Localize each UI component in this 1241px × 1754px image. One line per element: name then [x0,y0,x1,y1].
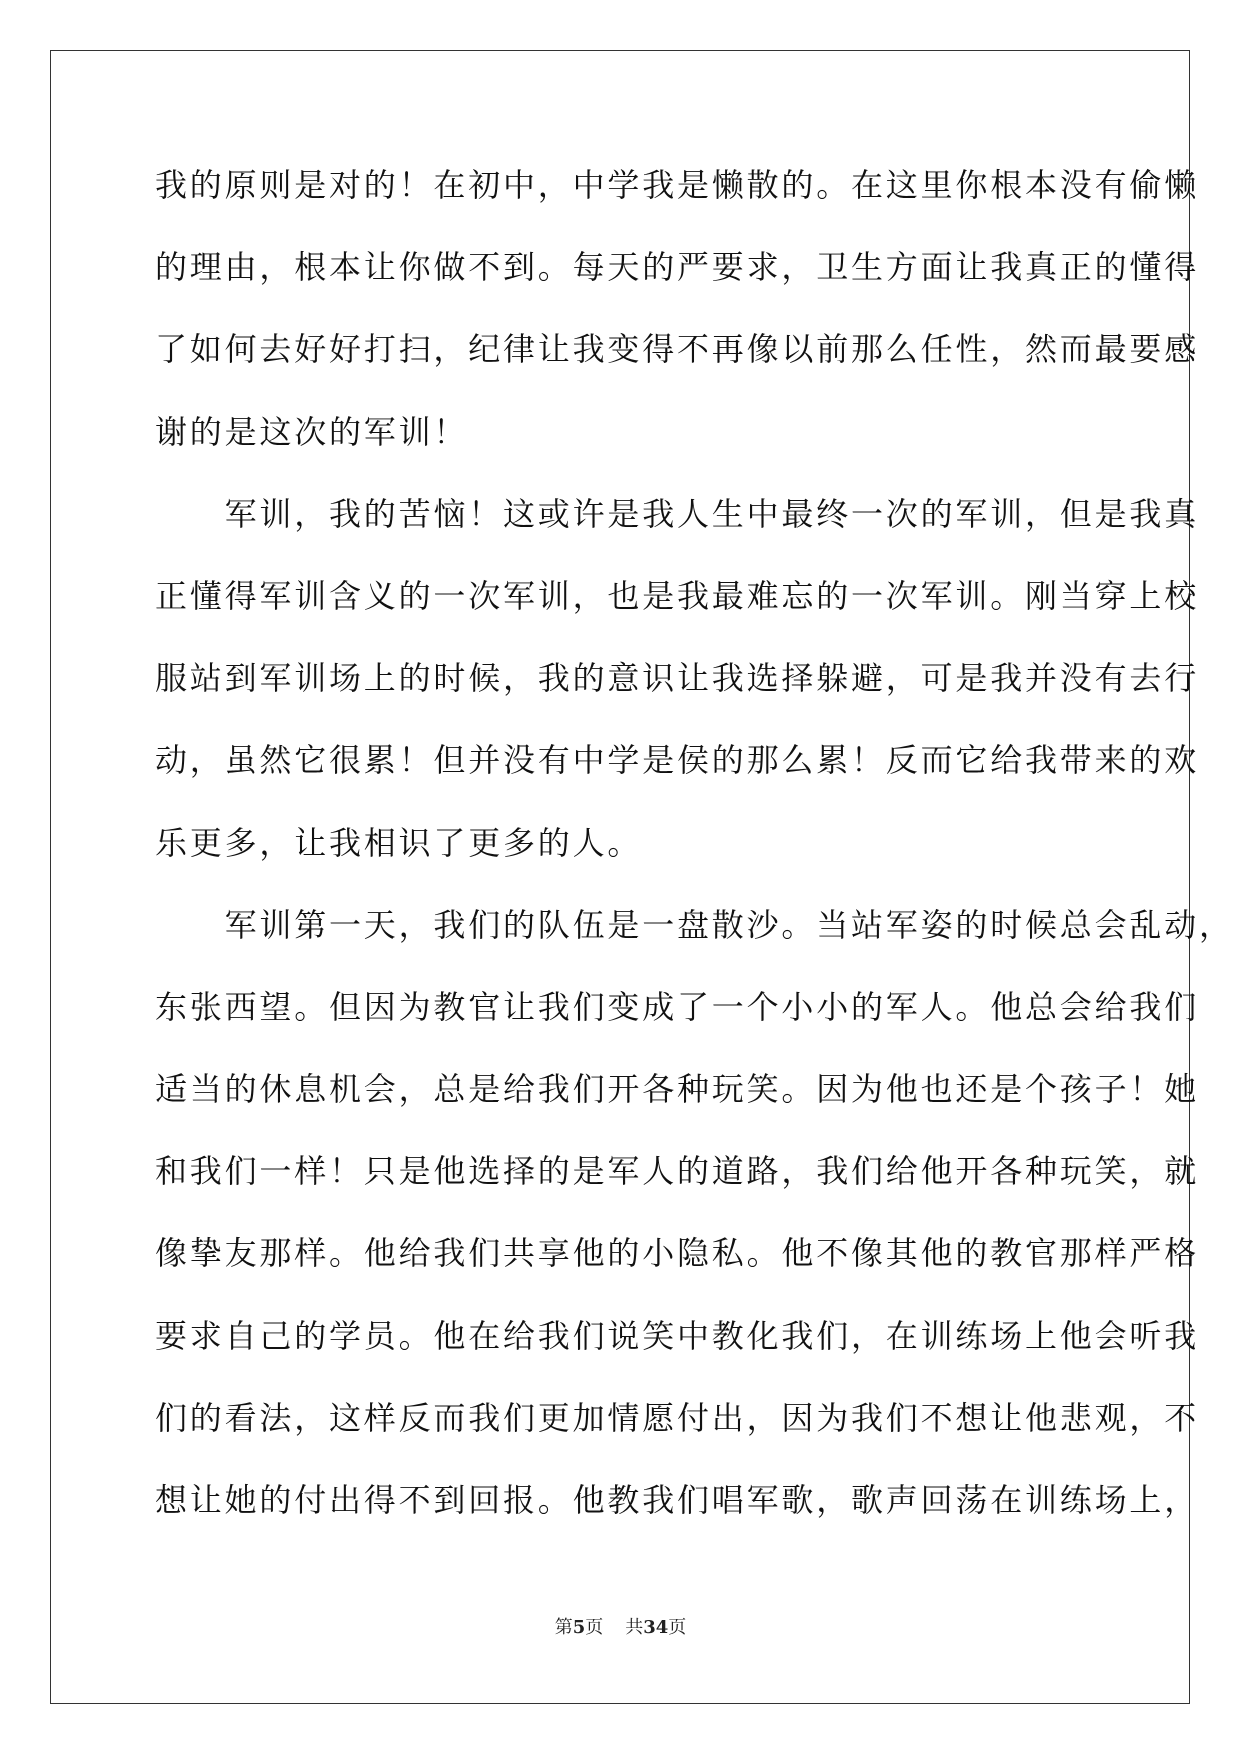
text-line-15: 要求自己的学员。他在给我们说笑中教化我们，在训练场上他会听我 [155,1316,1200,1355]
text-line-14: 像挚友那样。他给我们共享他的小隐私。他不像其他的教官那样严格 [155,1234,1200,1273]
page-footer [0,1616,1241,1640]
page-suffix: 页 [585,1617,604,1638]
text-line-2: 的理由，根本让你做不到。每天的严要求，卫生方面让我真正的懂得 [155,248,1200,287]
text-line-17: 想让她的付出得不到回报。他教我们唱军歌，歌声回荡在训练场上， [155,1481,1200,1519]
page-number: 5 [572,1617,586,1638]
total-suffix: 页 [668,1617,687,1638]
total-pages: 34 [643,1617,669,1638]
document-body [155,160,1234,1557]
total-prefix: 共 [625,1617,644,1638]
text-line-7: 服站到军训场上的时候，我的意识让我选择躲避，可是我并没有去行 [155,659,1200,698]
text-line-3: 了如何去好好打扫，纪律让我变得不再像以前那么任性，然而最要感 [155,330,1200,369]
text-line-4: 谢的是这次的军训！ [155,412,469,451]
text-line-11: 东张西望。但因为教官让我们变成了一个小小的军人。他总会给我们 [155,987,1200,1026]
text-line-5: 军训，我的苦恼！这或许是我人生中最终一次的军训，但是我真 [155,494,1200,533]
text-line-1: 我的原则是对的！在初中，中学我是懒散的。在这里你根本没有偷懒 [155,166,1200,204]
text-line-8: 动，虽然它很累！但并没有中学是侯的那么累！反而它给我带来的欢 [155,741,1200,780]
text-line-9: 乐更多，让我相识了更多的人。 [155,823,643,862]
text-line-6: 正懂得军训含义的一次军训，也是我最难忘的一次军训。刚当穿上校 [155,576,1200,615]
page-prefix: 第 [554,1617,573,1638]
text-line-13: 和我们一样！只是他选择的是军人的道路，我们给他开各种玩笑，就 [155,1152,1200,1191]
text-line-16: 们的看法，这样反而我们更加情愿付出，因为我们不想让他悲观，不 [155,1398,1200,1437]
text-line-12: 适当的休息机会，总是给我们开各种玩笑。因为他也还是个孩子！她 [155,1070,1200,1109]
text-line-10: 军训第一天，我们的队伍是一盘散沙。当站军姿的时候总会乱动， [155,905,1234,944]
